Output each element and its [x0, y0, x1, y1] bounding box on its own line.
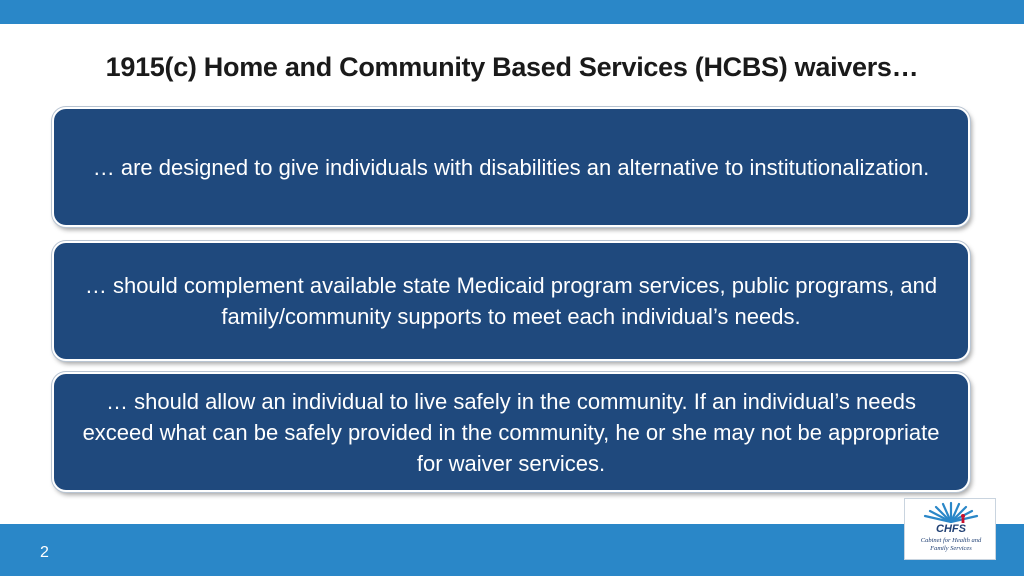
logo-subtitle-line-2: Family Services: [930, 545, 972, 552]
logo-subtitle-line-1: Cabinet for Health and: [920, 537, 982, 544]
bullet-card-1: [52, 107, 970, 227]
bullet-card-3: [52, 372, 970, 492]
logo-subtitle: [905, 537, 997, 553]
bullet-card-2: [52, 241, 970, 361]
bullet-card-3-text: … should allow an individual to live safely in the community. If an individual’s needs exceed what can be safely provided in the community, he or she may not be appropriate for waiver services.: [82, 388, 940, 476]
logo-name: CHFS: [936, 523, 966, 535]
bullet-card-2-text: … should complement available state Medicaid program services, public programs, and family/community supports to meet each individual’s needs.: [84, 273, 938, 329]
page-number: 2: [40, 544, 49, 561]
bottom-color-band: [0, 524, 1024, 576]
top-color-band: [0, 0, 1024, 24]
slide-title: 1915(c) Home and Community Based Services (HCBS) waivers…: [105, 52, 919, 82]
bullet-card-1-text: … are designed to give individuals with disabilities an alternative to institutionalization.: [92, 154, 930, 180]
chfs-logo: [904, 498, 996, 560]
sunburst-icon: [919, 501, 983, 523]
